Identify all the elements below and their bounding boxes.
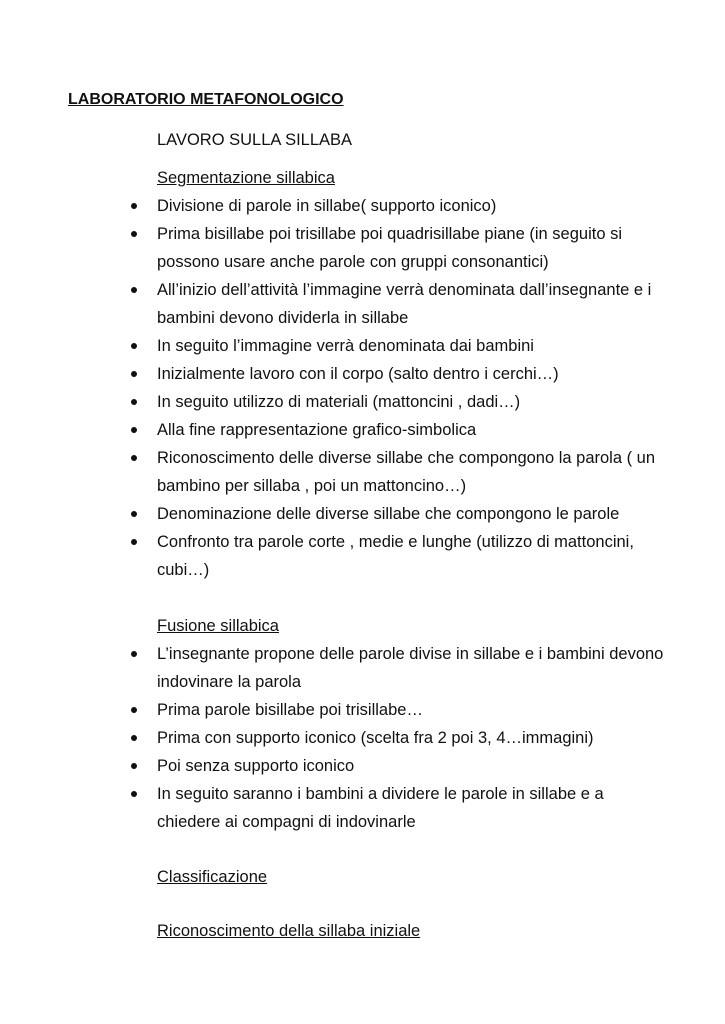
list-item (0, 500, 667, 528)
section-heading-riconoscimento: Riconoscimento della sillaba iniziale (157, 922, 421, 940)
section-heading-fusione: Fusione sillabica (157, 617, 279, 635)
list-item-text: Denominazione delle diverse sillabe che compongono le parole (157, 505, 620, 523)
bullet-icon (131, 399, 137, 405)
list-item (0, 752, 667, 780)
list-item-text: Prima parole bisillabe poi trisillabe… (157, 701, 423, 719)
bullet-icon (131, 287, 137, 293)
list-item-text: In seguito utilizzo di materiali (mattoncini , dadi…) (157, 393, 521, 411)
bullet-icon (131, 343, 137, 349)
bullet-icon (131, 539, 137, 545)
list-item-text: Poi senza supporto iconico (157, 757, 355, 775)
list-item (0, 696, 667, 724)
bullet-icon (131, 203, 137, 209)
bullet-list-segmentazione (0, 192, 725, 584)
bullet-icon (131, 455, 137, 461)
bullet-icon (131, 427, 137, 433)
section-heading-classificazione: Classificazione (157, 868, 268, 886)
list-item-text: All’inizio dell’attività l’immagine verrà denominata dall’insegnante e i bambini devono dividerla in sillabe (157, 281, 652, 327)
list-item (0, 780, 667, 836)
list-item (0, 444, 667, 500)
document-subtitle: LAVORO SULLA SILLABA (157, 131, 353, 149)
list-item (0, 192, 667, 220)
list-item-text: Inizialmente lavoro con il corpo (salto dentro i cerchi…) (157, 365, 559, 383)
list-item-text: Alla fine rappresentazione grafico-simbolica (157, 421, 477, 439)
bullet-icon (131, 735, 137, 741)
list-item (0, 724, 667, 752)
list-item (0, 640, 667, 696)
list-item (0, 416, 667, 444)
bullet-icon (131, 231, 137, 237)
list-item-text: In seguito l’immagine verrà denominata dai bambini (157, 337, 534, 355)
list-item-text: Prima con supporto iconico (scelta fra 2 poi 3, 4…immagini) (157, 729, 594, 747)
list-item-text: Divisione di parole in sillabe( supporto iconico) (157, 197, 497, 215)
list-item-text: Prima bisillabe poi trisillabe poi quadrisillabe piane (in seguito si possono usare anche parole con gruppi consonantici) (157, 225, 622, 271)
bullet-icon (131, 371, 137, 377)
list-item-text: Confronto tra parole corte , medie e lunghe (utilizzo di mattoncini, cubi…) (157, 533, 634, 579)
bullet-icon (131, 651, 137, 657)
bullet-icon (131, 763, 137, 769)
list-item (0, 360, 667, 388)
list-item (0, 388, 667, 416)
bullet-icon (131, 707, 137, 713)
list-item-text: Riconoscimento delle diverse sillabe che compongono la parola ( un bambino per sillaba , poi un mattoncino…) (157, 449, 656, 495)
list-item (0, 528, 667, 584)
bullet-icon (131, 791, 137, 797)
list-item (0, 332, 667, 360)
bullet-list-fusione (0, 640, 725, 836)
section-heading-segmentazione: Segmentazione sillabica (157, 169, 335, 187)
list-item (0, 276, 667, 332)
list-item-text: L’insegnante propone delle parole divise in sillabe e i bambini devono indovinare la parola (157, 645, 664, 691)
document-title: LABORATORIO METAFONOLOGICO (68, 91, 344, 108)
list-item-text: In seguito saranno i bambini a dividere le parole in sillabe e a chiedere ai compagni di indovinarle (157, 785, 604, 831)
list-item (0, 220, 667, 276)
bullet-icon (131, 511, 137, 517)
